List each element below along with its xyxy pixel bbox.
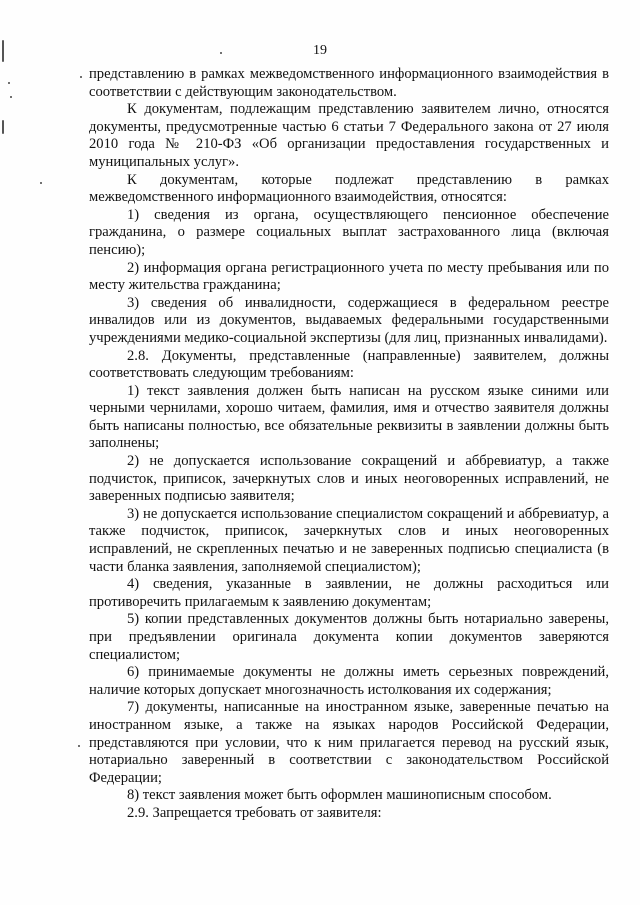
list-item: 1) сведения из органа, осуществляющего пенсионное обеспечение гражданина, о размере социальных выплат застрахованного лица (включая пенсию); <box>89 206 609 258</box>
scan-mark <box>2 120 4 134</box>
list-item: 8) текст заявления может быть оформлен машинописным способом. <box>127 787 552 804</box>
paragraph: К документам, которые подлежат представлению в рамках межведомственного информационного взаимодействия, относятся: <box>89 171 609 206</box>
page-number: 19 <box>313 43 327 58</box>
list-item: 4) сведения, указанные в заявлении, не должны расходиться или противоречить прилагаемым к заявлению документам; <box>89 576 609 610</box>
list-item: 2) не допускается использование сокращений и аббревиатур, а также подчисток, приписок, зачеркнутых слов и иных неоговоренных исправлений, не заверенных подписью заявителя; <box>89 453 609 505</box>
scan-dot <box>40 182 42 184</box>
list-item: 6) принимаемые документы не должны иметь серьезных повреждений, наличие которых допускает многозначность истолкования их содержания; <box>89 664 609 698</box>
scan-dot <box>8 82 10 84</box>
scan-dot <box>10 96 12 98</box>
document-body <box>89 66 609 823</box>
list-item: 5) копии представленных документов должны быть нотариально заверены, при предъявлении оригинала документа копии документов заверяются специалистом; <box>89 611 609 663</box>
paragraph: представлению в рамках межведомственного информационного взаимодействия в соответствии с действующим законодательством. <box>89 66 609 100</box>
list-item: 3) не допускается использование специалистом сокращений и аббревиатур, а также подчисток, приписок, зачеркнутых слов и иных неоговоренных исправлений, не скрепленных печатью и не заверенных подписью специалиста (в части бланка заявления, заполняемой специалистом); <box>89 505 609 575</box>
section-paragraph: 2.9. Запрещается требовать от заявителя: <box>127 804 382 821</box>
list-item: 1) текст заявления должен быть написан на русском языке синими или черными чернилами, хорошо читаем, фамилия, имя и отчество заявителя должны быть написаны полностью, все обязательные реквизиты в заявлении должны быть заполнены; <box>89 382 609 452</box>
list-item: 7) документы, написанные на иностранном языке, заверенные печатью на иностранном языке, а также на языках народов Российской Федерации, представляются при условии, что к ним прилагается перевод на русский язык, нотариально заверенный в соответствии с законодательством Российской Федерации; <box>89 699 609 786</box>
scan-dot <box>78 745 80 747</box>
scan-dot <box>80 76 82 78</box>
list-item: 2) информация органа регистрационного учета по месту пребывания или по месту жительства гражданина; <box>89 259 609 294</box>
section-paragraph: 2.8. Документы, представленные (направленные) заявителем, должны соответствовать следующим требованиям: <box>89 347 609 382</box>
list-item: 3) сведения об инвалидности, содержащиеся в федеральном реестре инвалидов или из документов, выдаваемых федеральными государственными учреждениями медико-социальной экспертизы (для лиц, признанных инвалидами). <box>89 294 609 346</box>
paragraph: К документам, подлежащим представлению заявителем лично, относятся документы, предусмотренные частью 6 статьи 7 Федерального закона от 27 июля 2010 года № 210-ФЗ «Об организации предоставления государственных и муниципальных услуг». <box>89 101 609 170</box>
